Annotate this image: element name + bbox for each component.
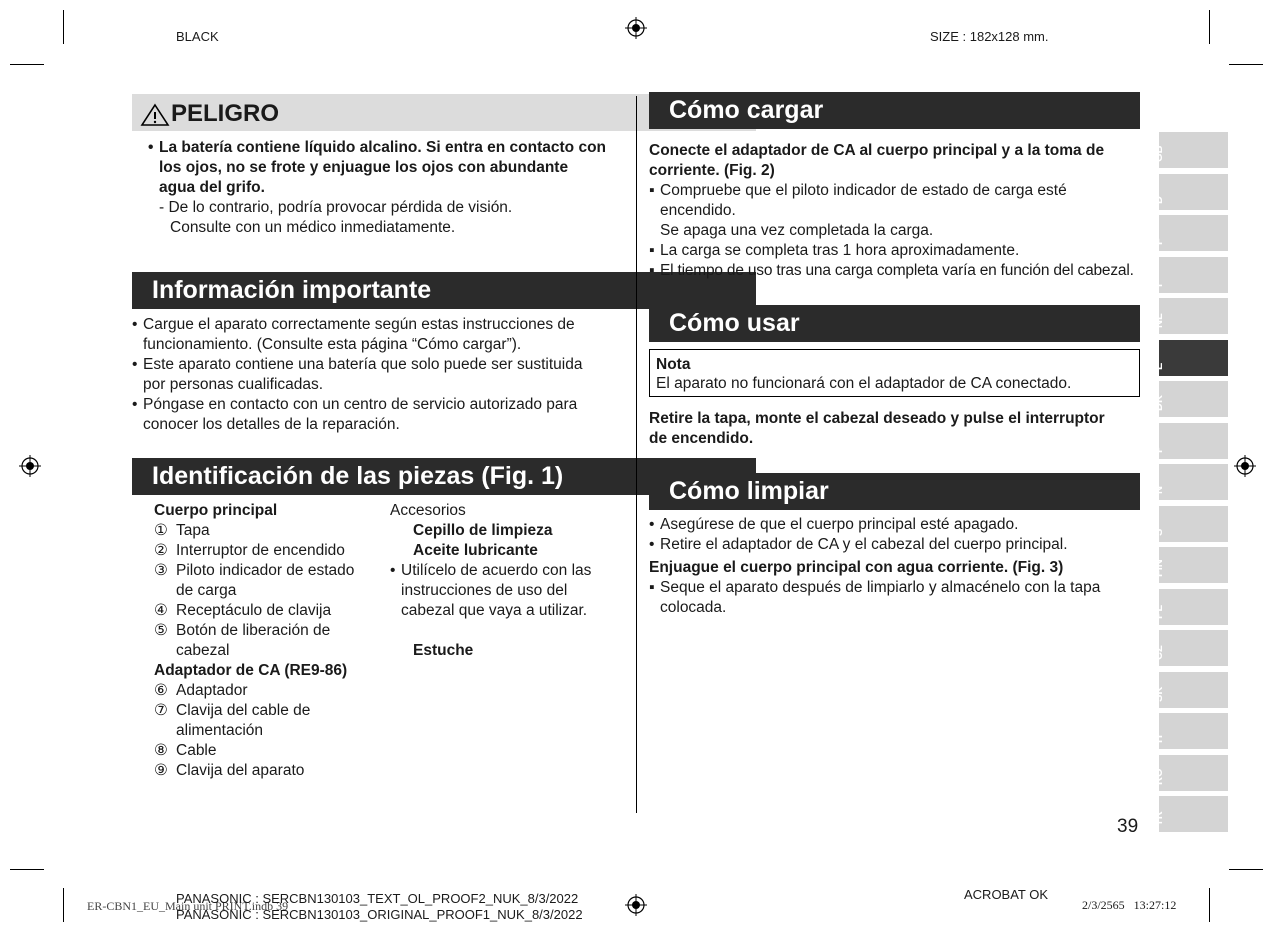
usar-instructions [649, 409, 1105, 449]
language-tab-p[interactable]: P [1159, 423, 1228, 459]
section-heading-ident: Identificación de las piezas (Fig. 1) [132, 458, 756, 495]
info-line: conocer los detalles de la reparación. [143, 416, 400, 433]
crop-mark [10, 64, 44, 65]
peligro-title: PELIGRO [171, 100, 280, 127]
language-tab-h[interactable]: H [1159, 713, 1228, 749]
accesorios-title: Accesorios [390, 502, 466, 519]
limpiar-line: colocada. [660, 599, 727, 616]
language-tab-f[interactable]: F [1159, 215, 1228, 251]
language-tab-e[interactable]: E [1159, 340, 1228, 376]
accessory-item: Estuche [413, 642, 474, 659]
accessory-note: • Utilícelo de acuerdo con las [390, 562, 592, 579]
footer-timestamp: 2/3/2565 13:27:12 [1082, 898, 1177, 912]
registration-mark-icon [625, 894, 647, 916]
registration-mark-icon [19, 455, 41, 477]
cargar-intro: Conecte el adaptador de CA al cuerpo principal y a la toma de [649, 142, 1105, 159]
peligro-text [148, 138, 606, 238]
language-tab-pl[interactable]: PL [1159, 589, 1228, 625]
usar-line: Retire la tapa, monte el cabezal deseado y pulse el interruptor [649, 410, 1105, 427]
crop-mark [1209, 10, 1210, 44]
crop-mark [10, 869, 44, 870]
peligro-line: Consulte con un médico inmediatamente. [170, 219, 456, 236]
language-tab-cz[interactable]: CZ [1159, 630, 1228, 666]
info-text [132, 315, 582, 435]
language-tab-gb[interactable]: GB [1159, 132, 1228, 168]
page-number: 39 [1117, 816, 1139, 837]
accessory-item: Aceite lubricante [413, 542, 538, 559]
footer-file-name: ER-CBN1_EU_Main unit PRINT.indb 39 [87, 899, 289, 913]
part-item: ⑧ Cable [154, 742, 217, 759]
registration-mark-icon [1234, 455, 1256, 477]
ident-right-column [390, 501, 591, 661]
nota-text: El aparato no funcionará con el adaptador de CA conectado. [656, 375, 1072, 392]
part-item: ⑨ Clavija del aparato [154, 762, 305, 779]
language-tab-tr[interactable]: TR [1159, 796, 1228, 832]
warning-icon [140, 103, 170, 127]
cargar-line: ▪ El tiempo de uso tras una carga completa varía en función del cabezal. [649, 262, 1134, 279]
peligro-line: - De lo contrario, podría provocar pérdida de visión. [159, 199, 513, 216]
spacer [390, 621, 591, 641]
nota-title: Nota [656, 356, 691, 373]
part-item: de carga [176, 582, 237, 599]
footer-proof-line: PANASONIC : SERCBN130103_TEXT_OL_PROOF2_NUK_8/3/2022 [176, 891, 579, 906]
part-item: ③ Piloto indicador de estado [154, 562, 355, 579]
accessory-note: cabezal que vaya a utilizar. [401, 602, 588, 619]
language-tab-fin[interactable]: FIN [1159, 547, 1228, 583]
adaptador-title: Adaptador de CA (RE9-86) [154, 662, 348, 679]
column-divider [636, 96, 637, 813]
nota-box [649, 349, 1140, 397]
color-label: BLACK [176, 29, 219, 44]
cuerpo-title: Cuerpo principal [154, 502, 278, 519]
part-item: ② Interruptor de encendido [154, 542, 345, 559]
section-heading-limpiar: Cómo limpiar [649, 473, 1140, 510]
part-item: ④ Receptáculo de clavija [154, 602, 332, 619]
info-line: • Cargue el aparato correctamente según estas instrucciones de [132, 316, 575, 333]
crop-mark [63, 888, 64, 922]
language-tab-s[interactable]: S [1159, 506, 1228, 542]
cargar-line: ▪ La carga se completa tras 1 hora aproximadamente. [649, 242, 1020, 259]
language-tab-sk[interactable]: SK [1159, 672, 1228, 708]
size-label: SIZE : 182x128 mm. [930, 29, 1049, 44]
language-tab-dk[interactable]: DK [1159, 381, 1228, 417]
crop-mark [1229, 869, 1263, 870]
limpiar-text [649, 515, 1100, 618]
acrobat-status: ACROBAT OK [964, 887, 1049, 902]
limpiar-line: • Retire el adaptador de CA y el cabezal del cuerpo principal. [649, 536, 1068, 553]
footer-proof-line: PANASONIC : SERCBN130103_ORIGINAL_PROOF1_NUK_8/3/2022 [176, 907, 583, 922]
info-line: funcionamiento. (Consulte esta página “Cómo cargar”). [143, 336, 522, 353]
registration-mark-icon [625, 17, 647, 39]
section-heading-info: Información importante [132, 272, 756, 309]
limpiar-subheading: Enjuague el cuerpo principal con agua corriente. (Fig. 3) [649, 559, 1064, 576]
part-item: ① Tapa [154, 522, 210, 539]
section-heading-usar: Cómo usar [649, 305, 1140, 342]
language-tab-d[interactable]: D [1159, 174, 1228, 210]
section-heading-cargar: Cómo cargar [649, 92, 1140, 129]
peligro-line: los ojos, no se frote y enjuague los ojos con abundante [159, 159, 569, 176]
crop-mark [63, 10, 64, 44]
info-line: • Póngase en contacto con un centro de servicio autorizado para [132, 396, 578, 413]
language-tab-n[interactable]: N [1159, 464, 1228, 500]
language-tab-i[interactable]: I [1159, 257, 1228, 293]
usar-line: de encendido. [649, 430, 754, 447]
part-item: ⑥ Adaptador [154, 682, 248, 699]
info-line: por personas cualificadas. [143, 376, 324, 393]
cargar-line: encendido. [660, 202, 736, 219]
cargar-intro: corriente. (Fig. 2) [649, 162, 775, 179]
crop-mark [1229, 64, 1263, 65]
accessory-note: instrucciones de uso del [401, 582, 568, 599]
crop-mark [1209, 888, 1210, 922]
part-item: ⑤ Botón de liberación de [154, 622, 331, 639]
ident-left-column [154, 501, 354, 781]
part-item: ⑦ Clavija del cable de [154, 702, 311, 719]
part-item: cabezal [176, 642, 230, 659]
limpiar-line: • Asegúrese de que el cuerpo principal esté apagado. [649, 516, 1019, 533]
cargar-line: Se apaga una vez completada la carga. [660, 222, 934, 239]
accessory-item: Cepillo de limpieza [413, 522, 553, 539]
cargar-line: ▪ Compruebe que el piloto indicador de estado de carga esté [649, 182, 1067, 199]
info-line: • Este aparato contiene una batería que solo puede ser sustituida [132, 356, 583, 373]
cargar-text [649, 141, 1134, 281]
limpiar-line: ▪ Seque el aparato después de limpiarlo y almacénelo con la tapa [649, 579, 1101, 596]
peligro-line: • La batería contiene líquido alcalino. Si entra en contacto con [148, 139, 607, 156]
language-tab-nl[interactable]: NL [1159, 298, 1228, 334]
language-tab-ro[interactable]: RO [1159, 755, 1228, 791]
peligro-line: agua del grifo. [159, 179, 265, 196]
part-item: alimentación [176, 722, 264, 739]
